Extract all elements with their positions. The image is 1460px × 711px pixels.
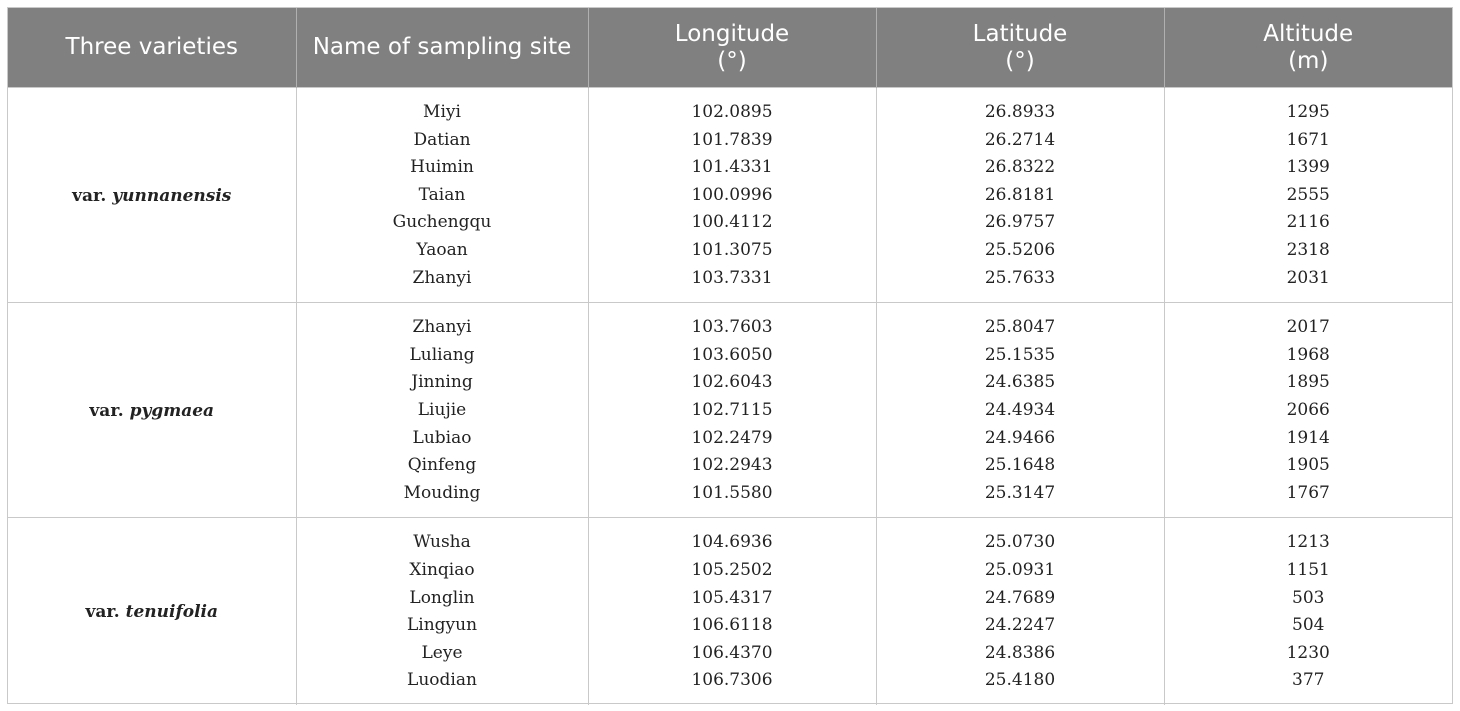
header-row <box>8 8 1452 88</box>
header-longitude: Longitude (°) <box>588 8 876 88</box>
site-name: Datian <box>413 129 471 150</box>
latitude-value: 24.4934 <box>984 399 1056 420</box>
longitude-value: 102.2479 <box>691 427 773 448</box>
site-name: Luodian <box>407 670 477 691</box>
site-name-cell <box>296 303 588 518</box>
site-name: Guchengqu <box>392 212 492 233</box>
altitude-value: 2318 <box>1286 239 1330 260</box>
site-name: Yaoan <box>416 239 468 260</box>
longitude-value: 102.2943 <box>691 455 773 476</box>
latitude-value: 24.6385 <box>984 372 1056 393</box>
variety-epithet: yunnanensis <box>112 185 232 206</box>
site-name-cell <box>296 88 588 303</box>
site-name: Mouding <box>403 482 481 503</box>
site-name: Qinfeng <box>407 455 477 476</box>
latitude-value-cell <box>876 88 1164 303</box>
latitude-value: 25.1535 <box>984 344 1056 365</box>
header-site-name: Name of sampling site <box>296 8 588 88</box>
variety-epithet: pygmaea <box>129 400 215 421</box>
longitude-value-cell <box>588 518 876 705</box>
table-row <box>8 88 1452 303</box>
site-name: Miyi <box>423 102 461 122</box>
altitude-value: 1295 <box>1286 102 1330 122</box>
header-varieties: Three varieties <box>8 8 296 88</box>
latitude-value: 24.8386 <box>984 642 1056 663</box>
longitude-value: 102.6043 <box>691 372 773 393</box>
site-name: Luliang <box>409 344 475 365</box>
longitude-value: 106.7306 <box>691 670 773 691</box>
longitude-value: 105.2502 <box>691 559 773 580</box>
longitude-value: 103.7603 <box>691 317 773 338</box>
altitude-value: 1671 <box>1286 129 1330 150</box>
latitude-value-cell <box>876 303 1164 518</box>
longitude-value-cell <box>588 88 876 303</box>
variety-prefix: var. <box>72 185 107 206</box>
variety-cell <box>8 518 296 705</box>
altitude-value: 2555 <box>1286 184 1330 205</box>
altitude-value: 1230 <box>1286 642 1330 663</box>
longitude-value: 103.7331 <box>691 267 773 288</box>
altitude-value: 1914 <box>1286 427 1330 448</box>
latitude-value: 26.8181 <box>984 184 1056 205</box>
longitude-value: 101.7839 <box>691 129 773 150</box>
latitude-value: 26.8933 <box>984 102 1056 122</box>
header-latitude: Latitude (°) <box>876 8 1164 88</box>
longitude-value: 100.4112 <box>691 212 773 233</box>
table-row <box>8 518 1452 705</box>
site-name: Huimin <box>410 157 474 178</box>
latitude-value: 26.8322 <box>984 157 1056 178</box>
table-row <box>8 303 1452 518</box>
longitude-value: 101.4331 <box>691 157 773 178</box>
altitude-value: 504 <box>1292 615 1325 636</box>
latitude-value: 25.1648 <box>984 455 1056 476</box>
altitude-value: 2116 <box>1286 212 1330 233</box>
latitude-value: 26.2714 <box>984 129 1056 150</box>
longitude-value: 102.7115 <box>691 399 773 420</box>
site-name: Lingyun <box>406 615 478 636</box>
header-altitude: Altitude (m) <box>1164 8 1452 88</box>
latitude-value: 25.7633 <box>984 267 1056 288</box>
longitude-value: 100.0996 <box>691 184 773 205</box>
variety-prefix: var. <box>85 602 120 623</box>
latitude-value: 24.2247 <box>984 615 1056 636</box>
site-name: Zhanyi <box>412 317 472 338</box>
longitude-value: 106.6118 <box>691 615 773 636</box>
sampling-sites-table-frame <box>7 7 1453 704</box>
altitude-value-cell <box>1164 518 1452 705</box>
altitude-value: 1905 <box>1286 455 1330 476</box>
site-name: Taian <box>418 184 466 205</box>
latitude-value-cell <box>876 518 1164 705</box>
altitude-value-cell <box>1164 303 1452 518</box>
variety-cell <box>8 303 296 518</box>
longitude-value-cell <box>588 303 876 518</box>
altitude-value: 1399 <box>1286 157 1330 178</box>
latitude-value: 25.4180 <box>984 670 1056 691</box>
variety-prefix: var. <box>89 400 124 421</box>
altitude-value: 503 <box>1292 587 1325 608</box>
variety-epithet: tenuifolia <box>125 602 219 623</box>
latitude-value: 25.3147 <box>984 482 1056 503</box>
altitude-value: 1767 <box>1286 482 1330 503</box>
sampling-sites-table <box>8 8 1452 705</box>
site-name: Xinqiao <box>409 559 475 580</box>
altitude-value: 377 <box>1292 670 1325 691</box>
altitude-value: 2031 <box>1286 267 1330 288</box>
table-header <box>8 8 1452 88</box>
altitude-value: 1151 <box>1286 559 1330 580</box>
altitude-value: 2017 <box>1286 317 1330 338</box>
longitude-value: 106.4370 <box>691 642 773 663</box>
latitude-value: 24.9466 <box>984 427 1056 448</box>
latitude-value: 24.7689 <box>984 587 1056 608</box>
altitude-value: 1895 <box>1286 372 1330 393</box>
latitude-value: 25.0730 <box>984 532 1056 553</box>
site-name: Leye <box>421 642 463 663</box>
longitude-value: 101.3075 <box>691 239 773 260</box>
longitude-value: 101.5580 <box>691 482 773 503</box>
site-name: Jinning <box>411 372 473 393</box>
altitude-value-cell <box>1164 88 1452 303</box>
latitude-value: 25.5206 <box>984 239 1056 260</box>
site-name: Zhanyi <box>412 267 472 288</box>
site-name-cell <box>296 518 588 705</box>
table-body <box>8 88 1452 705</box>
altitude-value: 1968 <box>1286 344 1330 365</box>
latitude-value: 25.8047 <box>984 317 1056 338</box>
site-name: Wusha <box>413 532 471 553</box>
latitude-value: 26.9757 <box>984 212 1056 233</box>
longitude-value: 103.6050 <box>691 344 773 365</box>
longitude-value: 105.4317 <box>691 587 773 608</box>
site-name: Lubiao <box>412 427 472 448</box>
variety-cell <box>8 88 296 303</box>
altitude-value: 1213 <box>1286 532 1330 553</box>
longitude-value: 102.0895 <box>691 102 773 122</box>
latitude-value: 25.0931 <box>984 559 1056 580</box>
site-name: Longlin <box>409 587 475 608</box>
altitude-value: 2066 <box>1286 399 1330 420</box>
longitude-value: 104.6936 <box>691 532 773 553</box>
site-name: Liujie <box>417 399 467 420</box>
